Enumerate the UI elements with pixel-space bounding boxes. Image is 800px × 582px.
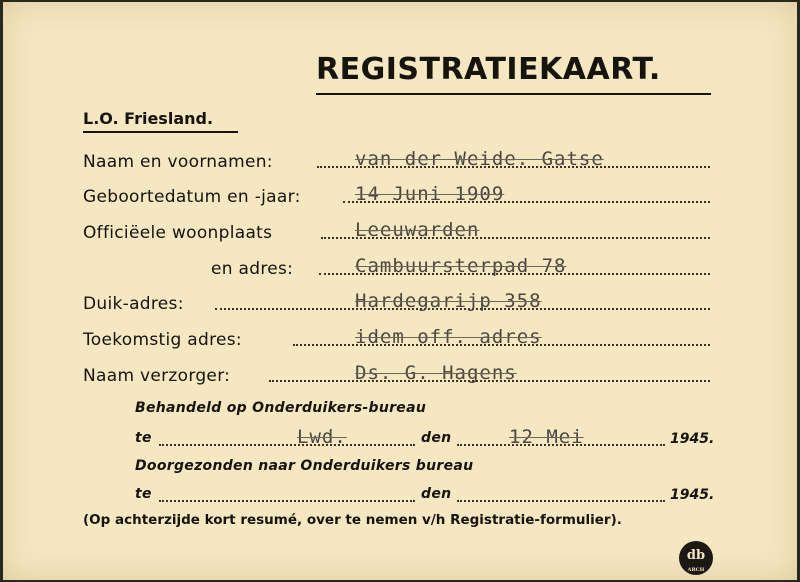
row-guardian — [3, 362, 797, 392]
handled-place-value: Lwd. — [297, 426, 347, 448]
future-address-label: Toekomstig adres: — [83, 330, 242, 350]
handled-date-value: 12 Mei — [509, 426, 584, 448]
organization-label: L.O. Friesland. — [83, 109, 214, 128]
forwarded-heading-row — [3, 458, 797, 484]
row-handled — [3, 426, 797, 456]
address-value: Cambuursterpad 78 — [355, 255, 567, 277]
row-residence — [3, 219, 797, 249]
row-forwarded — [3, 486, 797, 512]
organization-underline — [83, 131, 238, 133]
birthdate-value: 14 Juni 1909 — [355, 183, 505, 205]
row-birthdate — [3, 183, 797, 213]
archive-logo — [679, 541, 713, 575]
hideout-label: Duik-adres: — [83, 294, 184, 314]
row-address — [3, 255, 797, 285]
handled-place-dotted-line — [159, 444, 415, 446]
handled-te-label: te — [135, 430, 152, 446]
forwarded-place-dotted-line — [159, 500, 415, 502]
name-value: van der Weide. Gatse — [355, 148, 604, 170]
row-future-address — [3, 326, 797, 356]
row-name — [3, 148, 797, 178]
handled-den-label: den — [421, 430, 452, 446]
handled-year: 1945. — [670, 431, 715, 447]
row-hideout — [3, 290, 797, 320]
forwarded-heading: Doorgezonden naar Onderduikers bureau — [135, 458, 474, 474]
birthdate-label: Geboortedatum en -jaar: — [83, 187, 301, 207]
forwarded-den-label: den — [421, 486, 452, 502]
logo-text: db — [686, 548, 706, 563]
hideout-value: Hardegarijp 358 — [355, 290, 542, 312]
handled-heading: Behandeld op Onderduikers-bureau — [135, 400, 427, 416]
address-label: en adres: — [211, 259, 294, 279]
name-label: Naam en voornamen: — [83, 152, 273, 172]
residence-label: Officiëele woonplaats — [83, 223, 273, 243]
card-title: REGISTRATIEKAART. — [316, 52, 661, 87]
handled-heading-row — [3, 400, 797, 426]
forwarded-year: 1945. — [670, 487, 715, 503]
title-underline — [316, 93, 711, 95]
forwarded-date-dotted-line — [457, 500, 665, 502]
residence-value: Leeuwarden — [355, 219, 480, 241]
logo-subtext: ARCH — [687, 567, 705, 573]
footer-note: (Op achterzijde kort resumé, over te nemen v/h Registratie-formulier). — [83, 512, 622, 528]
guardian-value: Ds. G. Hagens — [355, 362, 517, 384]
guardian-label: Naam verzorger: — [83, 366, 231, 386]
forwarded-te-label: te — [135, 486, 152, 502]
registration-card — [3, 2, 797, 580]
future-address-value: idem off. adres — [355, 326, 542, 348]
